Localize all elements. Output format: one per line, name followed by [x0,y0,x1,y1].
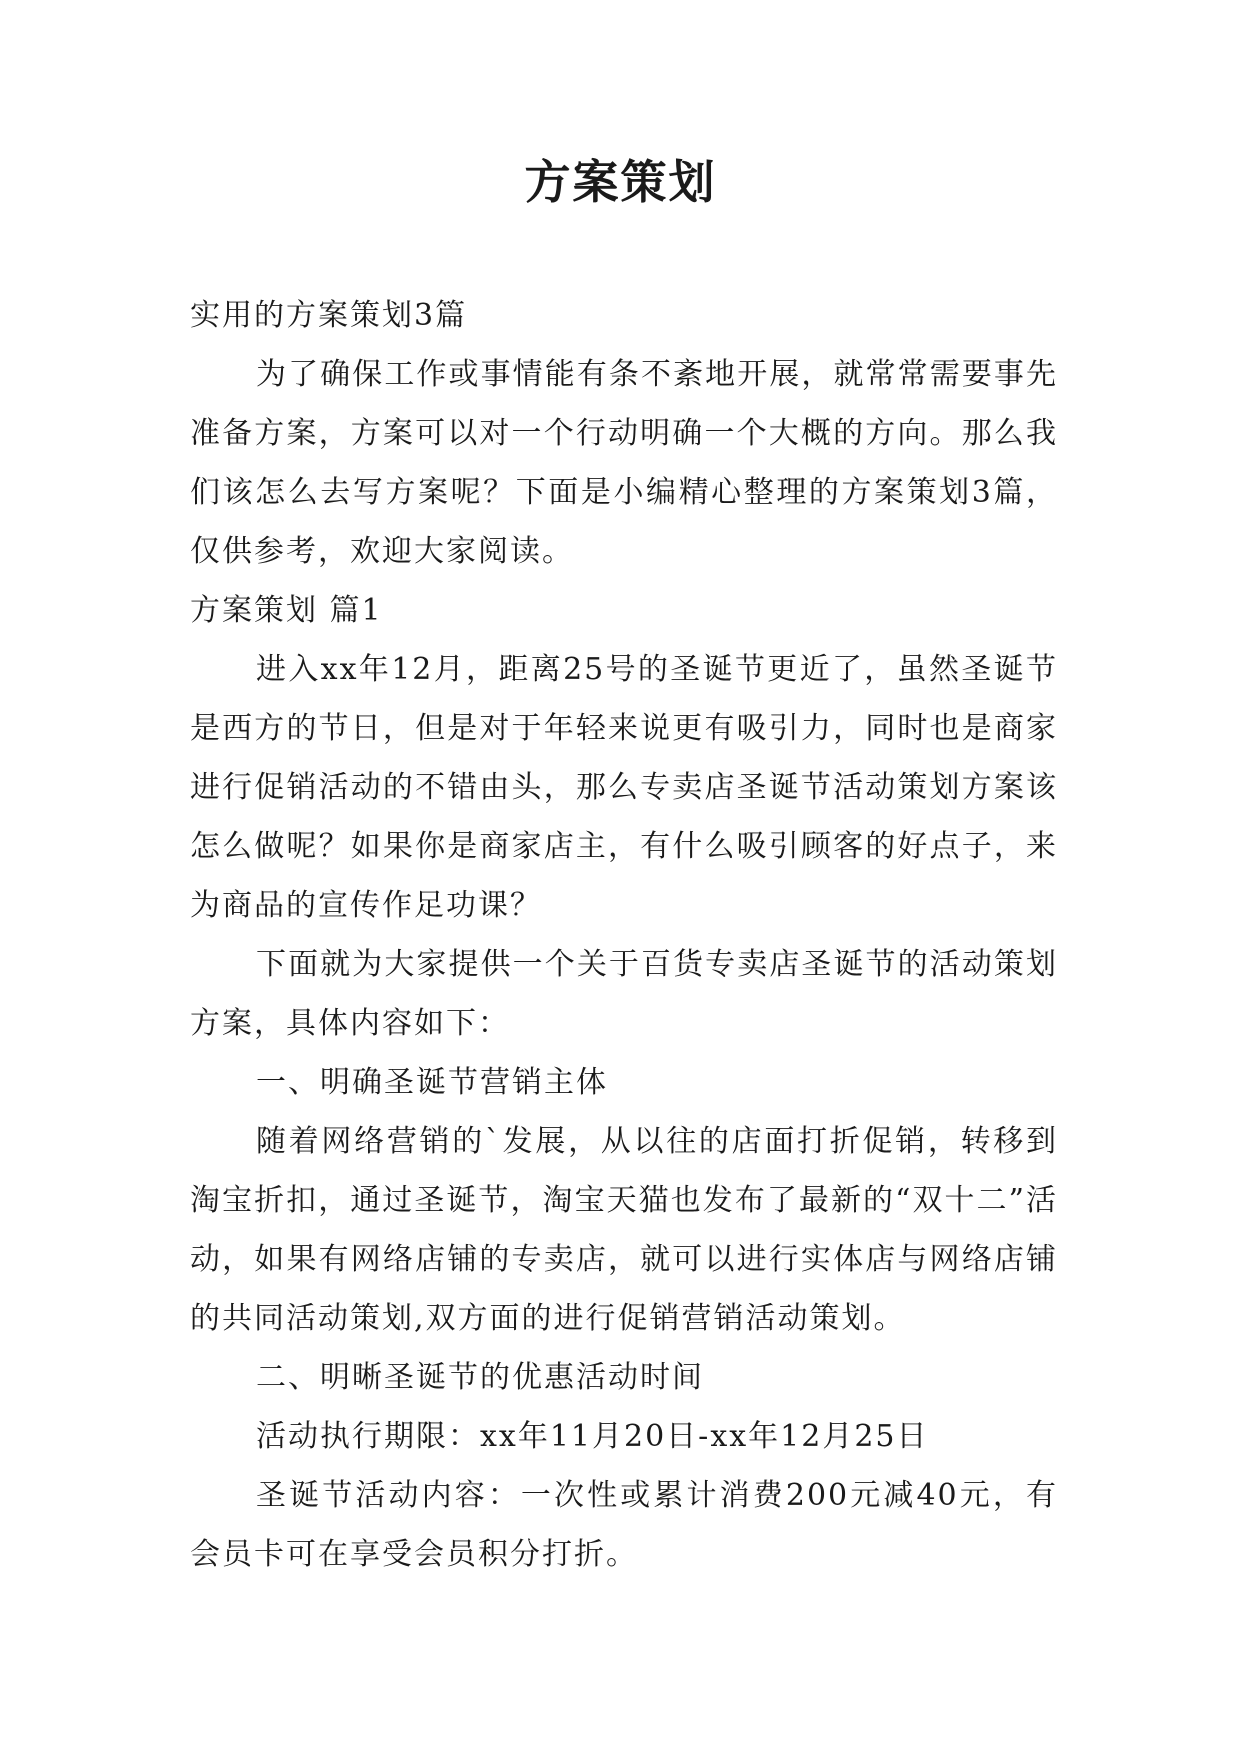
body-paragraph: 活动执行期限：xx年11月20日-xx年12月25日 [256,1419,929,1454]
body-paragraph: 下面就为大家提供一个关于百货专卖店圣诞节的活动策划方案，具体内容如下： [190,947,1058,1041]
article-heading: 方案策划 篇1 [190,593,383,628]
numbered-heading: 一、明确圣诞节营销主体 [256,1065,608,1100]
body-paragraph: 圣诞节活动内容：一次性或累计消费200元减40元，有会员卡可在享受会员积分打折。 [190,1478,1058,1572]
numbered-heading: 二、明晰圣诞节的优惠活动时间 [256,1360,704,1395]
intro-paragraph: 为了确保工作或事情能有条不紊地开展，就常常需要事先准备方案，方案可以对一个行动明确一个大概的方向。那么我们该怎么去写方案呢？下面是小编精心整理的方案策划3篇，仅供参考，欢迎大家阅读。 [190,357,1058,569]
body-paragraph: 进入xx年12月，距离25号的圣诞节更近了，虽然圣诞节是西方的节日，但是对于年轻来说更有吸引力，同时也是商家进行促销活动的不错由头，那么专卖店圣诞节活动策划方案该怎么做呢？如果你是商家店主，有什么吸引顾客的好点子，来为商品的宣传作足功课？ [190,652,1058,923]
section-subtitle: 实用的方案策划3篇 [190,298,468,333]
document-title: 方案策划 [524,155,717,209]
document-body [190,286,1058,1584]
body-paragraph: 随着网络营销的`发展，从以往的店面打折促销，转移到淘宝折扣，通过圣诞节，淘宝天猫也发布了最新的“双十二”活动，如果有网络店铺的专卖店，就可以进行实体店与网络店铺的共同活动策划,双方面的进行促销营销活动策划。 [190,1124,1058,1336]
